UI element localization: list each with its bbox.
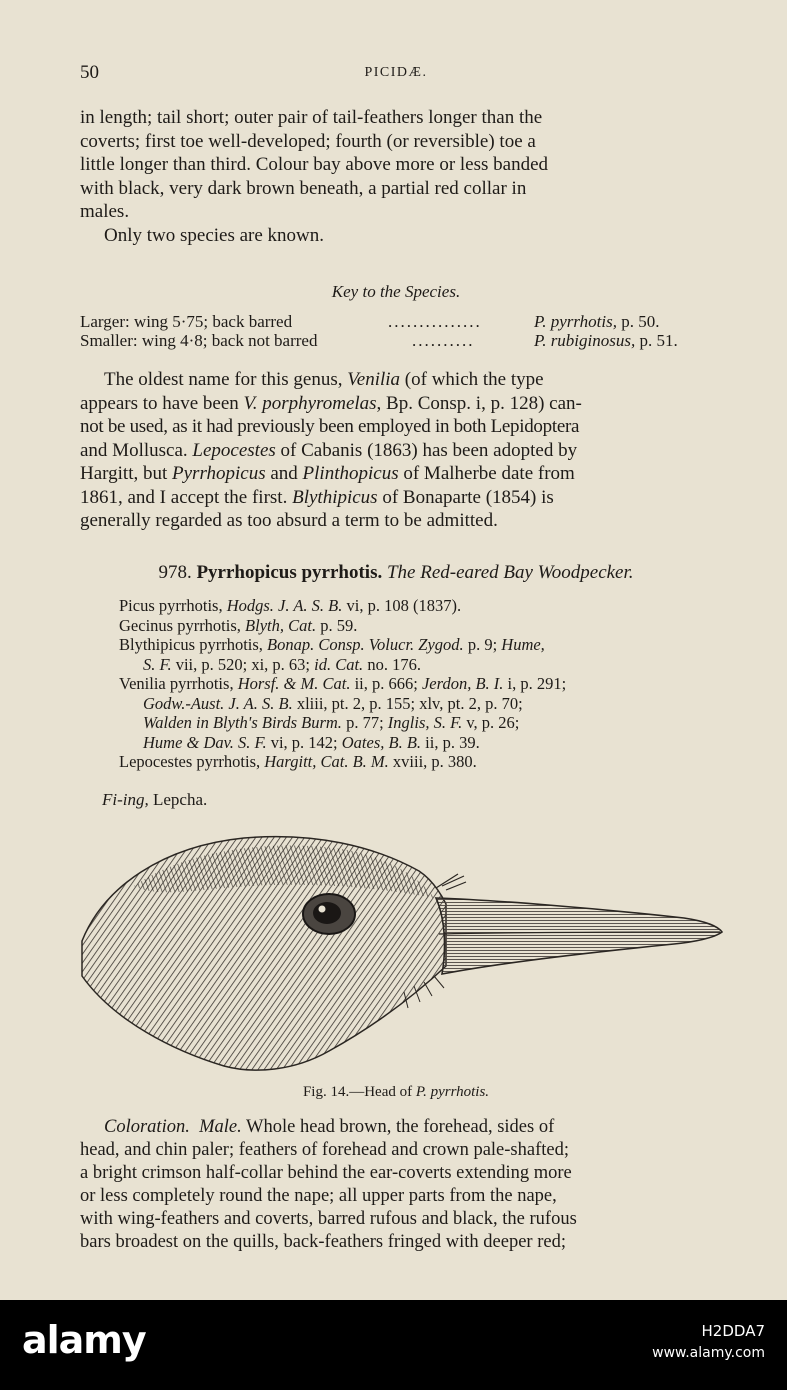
- genus-paragraph: [80, 368, 712, 533]
- synonym-continuation: S. F. vii, p. 520; xi, p. 63; id. Cat. no. 176.: [143, 654, 421, 674]
- key-page: p. 50.: [621, 312, 660, 331]
- text-line: bars broadest on the quills, back-feathers fringed with deeper red;: [80, 1232, 566, 1252]
- text-line: or less completely round the nape; all upper parts from the nape,: [80, 1186, 557, 1206]
- eye-highlight: [319, 906, 326, 913]
- text-line: appears to have been V. porphyromelas, Bp. Consp. i, p. 128) can-: [80, 392, 582, 414]
- beak: [436, 898, 722, 974]
- site-url: www.alamy.com: [652, 1345, 765, 1361]
- text-line: a bright crimson half-collar behind the ear-coverts extending more: [80, 1163, 572, 1183]
- synonym-entry: Picus pyrrhotis, Hodgs. J. A. S. B. vi, p. 108 (1837).: [119, 596, 462, 615]
- synonym-entry: Venilia pyrrhotis, Horsf. & M. Cat. ii, p. 666; Jerdon, B. I. i, p. 291;: [119, 674, 567, 693]
- key-page: p. 51.: [639, 331, 678, 350]
- text-line: Coloration. Male. Whole head brown, the forehead, sides of: [104, 1117, 555, 1137]
- image-id: H2DDA7: [701, 1322, 765, 1340]
- text-line: Hargitt, but Pyrrhopicus and Plinthopicus of Malherbe date from: [80, 463, 575, 484]
- text-line: males.: [80, 201, 130, 222]
- eye-pupil: [313, 902, 341, 924]
- key-row: [80, 331, 712, 351]
- text-line: with wing-feathers and coverts, barred rufous and black, the rufous: [80, 1209, 577, 1229]
- species-number: 978.: [158, 562, 192, 583]
- key-species-ref: [534, 331, 678, 351]
- page-number: 50: [80, 62, 99, 83]
- text-line: not be used, as it had previously been employed in both Lepidoptera: [80, 416, 580, 437]
- species-heading: [80, 562, 712, 584]
- text-line: 1861, and I accept the first. Blythipicus of Bonaparte (1854) is: [80, 486, 554, 508]
- synonym-entry: Lepocestes pyrrhotis, Hargitt, Cat. B. M. xviii, p. 380.: [119, 752, 477, 771]
- key-row: [80, 312, 712, 332]
- woodpecker-head-illustration: [74, 826, 728, 1076]
- running-header: [80, 62, 712, 86]
- species-common-name: The Red-eared Bay Woodpecker.: [386, 562, 634, 583]
- synonym-continuation: Walden in Blyth's Birds Burm. p. 77; Inglis, S. F. v, p. 26;: [143, 713, 520, 732]
- text-line: little longer than third. Colour bay above more or less banded: [80, 154, 549, 175]
- figure-caption: Fig. 14.—Head of P. pyrrhotis.: [302, 1084, 490, 1100]
- key-species-ref: [534, 312, 659, 332]
- intro-paragraph: [80, 106, 712, 247]
- text-line: and Mollusca. Lepocestes of Cabanis (1863) has been adopted by: [80, 439, 578, 461]
- key-description: Smaller: wing 4·8; back not barred: [80, 331, 318, 350]
- local-name: Fi-ing, Lepcha.: [102, 790, 208, 809]
- rictal-bristles: [436, 874, 466, 890]
- synonym-continuation: Hume & Dav. S. F. vi, p. 142; Oates, B. B. ii, p. 39.: [143, 732, 480, 752]
- synonym-entry: Gecinus pyrrhotis, Blyth, Cat. p. 59.: [119, 615, 358, 635]
- key-leader-dots: ..........: [412, 331, 475, 350]
- species-name: Pyrrhopicus pyrrhotis.: [196, 562, 383, 583]
- running-title: PICIDÆ.: [364, 65, 428, 80]
- key-description: Larger: wing 5·75; back barred: [80, 312, 293, 331]
- text-line: coverts; first toe well-developed; fourth (or reversible) toe a: [80, 130, 536, 152]
- text-line: generally regarded as too absurd a term to be admitted.: [80, 510, 498, 531]
- synonym-entry: Blythipicus pyrrhotis, Bonap. Consp. Volucr. Zygod. p. 9; Hume,: [119, 635, 545, 654]
- key-leader-dots: ...............: [388, 312, 482, 331]
- key-species: P. pyrrhotis,: [534, 312, 617, 331]
- text-line: in length; tail short; outer pair of tail-feathers longer than the: [80, 107, 543, 128]
- alamy-logo: alamy: [22, 1318, 146, 1362]
- image-id-block: [652, 1320, 765, 1364]
- synonymy-list: [119, 596, 719, 772]
- species-count-note: Only two species are known.: [104, 224, 325, 246]
- key-species: P. rubiginosus,: [534, 331, 636, 350]
- text-line: The oldest name for this genus, Venilia (of which the type: [104, 369, 544, 390]
- text-line: with black, very dark brown beneath, a partial red collar in: [80, 177, 527, 199]
- key-title: Key to the Species.: [331, 282, 461, 301]
- text-line: head, and chin paler; feathers of forehead and crown pale-shafted;: [80, 1140, 569, 1160]
- coloration-paragraph: [80, 1116, 712, 1254]
- synonym-continuation: Godw.-Aust. J. A. S. B. xliii, pt. 2, p. 155; xlv, pt. 2, p. 70;: [143, 693, 523, 713]
